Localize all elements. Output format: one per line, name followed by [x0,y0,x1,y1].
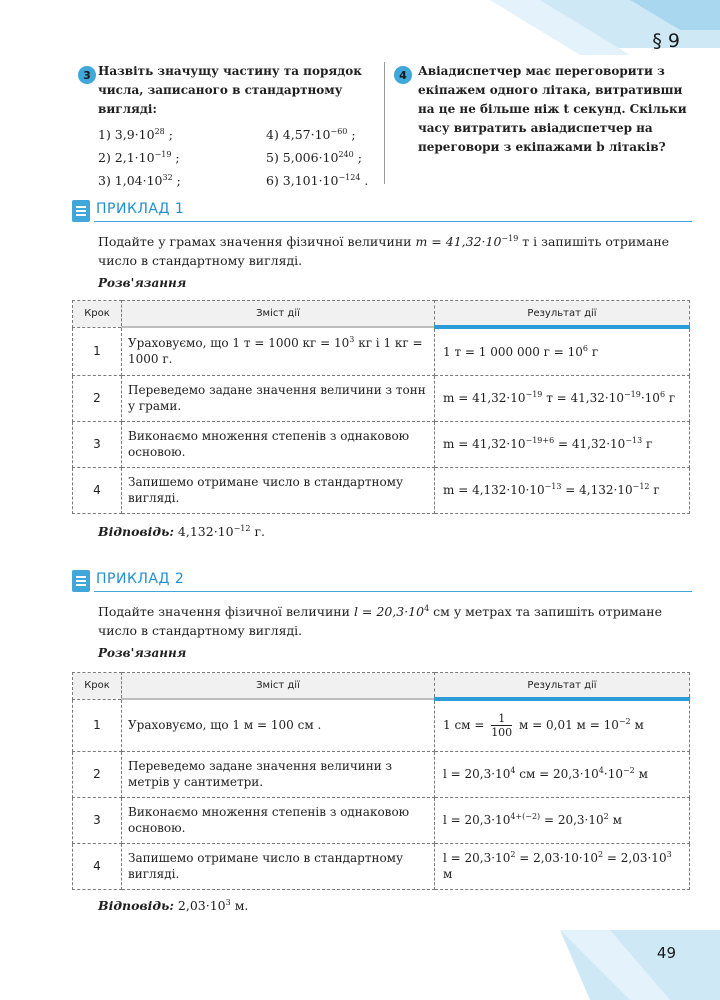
example-1-header [72,200,692,222]
table-row: 4 Запишемо отримане число в стандартному вигляді. $l = 20,3\cdot 10^2 = 2,03\cdot 10\cdot 10^2 = 2,03\cdot 10^3$ м [73,843,690,889]
example-2-title: ПРИКЛАД 2 [96,571,185,587]
exercise-3-text: Назвіть значущу частину та порядок числа, записаного в стандартному вигляді: [98,64,362,116]
example-2-answer: Відповідь: $2,03\cdot 10^3$ м. [98,897,249,913]
table-row: 2 Переведемо задане значення величини з тонн у грами. $m = 41,32\cdot 10^{-19}$ $т = 41,32\cdot 10^{-19}\cdot 10^6$ г [73,375,690,421]
page-number: 49 [656,944,676,962]
option: 5) $5,006\cdot 10^{240}$ ; [266,149,362,165]
example-1-title: ПРИКЛАД 1 [96,201,185,217]
column-header: Зміст дії [122,673,435,700]
column-header: Крок [73,673,122,700]
example-1-task: Подайте у грамах значення фізичної величини $m = 41,32\cdot 10^{-19}$ т і запишіть отримане число в стандартному вигляді. [98,233,670,268]
exercise-4-text: Авіадиспетчер має переговорити з екіпажем одного літака, витративши на це не більше ніж t секунд. Скільки часу витратить авіадиспетчер на переговори з екіпажами b літаків? [418,64,687,154]
example-2-header [72,570,692,592]
example-2-table [72,672,690,890]
example-1-answer: Відповідь: $4,132\cdot 10^{-12}$ г. [98,523,265,539]
example-1-solution-label: Розв'язання [98,276,187,290]
exercise-3-number: 3 [78,66,96,84]
table-row: 2 Переведемо задане значення величини з метрів у сантиметри. $l = 20,3\cdot 10^4$ см = $20,3\cdot 10^4\cdot 10^{-2}$ м [73,751,690,797]
exercise-3-options [98,127,376,188]
column-header: Зміст дії [122,301,435,328]
example-icon [72,200,90,222]
option: 4) $4,57\cdot 10^{-60}$ ; [266,126,356,142]
option: 2) $2,1\cdot 10^{-19}$ ; [98,149,180,165]
option: 3) $1,04\cdot 10^{32}$ ; [98,172,181,188]
example-1-table [72,300,690,514]
option: 6) $3,101\cdot 10^{-124}$ . [266,172,369,188]
section-number: § 9 [652,30,680,52]
table-row: 1 Ураховуємо, що 1 м = 100 см . 1 см = $\frac{1}{100}$ м = 0,01 $м = 10^{-2}$ м [73,699,690,751]
exercise-4-number: 4 [394,66,412,84]
example-2-solution-label: Розв'язання [98,646,187,660]
column-header: Результат дії [435,673,690,700]
example-1-rule [94,221,692,222]
column-divider [384,62,385,184]
table-row: 4 Запишемо отримане число в стандартному вигляді. $m = 4,132\cdot 10\cdot 10^{-13} = 4,132\cdot 10^{-12}$ г [73,467,690,513]
table-row: 3 Виконаємо множення степенів з однаковою основою. $m = 41,32\cdot 10^{-19+6} = 41,32\cdot 10^{-13}$ г [73,421,690,467]
exercise-3 [98,62,376,188]
table-row: 1 Ураховуємо, що 1 т = 1000 кг = $10^3$ кг і 1 кг = 1000 г. 1 т = 1 000 000 $г = 10^6$ г [73,327,690,375]
column-header: Крок [73,301,122,328]
example-2-task: Подайте значення фізичної величини $l = 20,3\cdot 10^4$ см у метрах та запишіть отримане число в стандартному вигляді. [98,603,662,638]
column-header: Результат дії [435,301,690,328]
option: 1) $3,9\cdot 10^{28}$ ; [98,126,173,142]
table-row: 3 Виконаємо множення степенів з однаковою основою. $l = 20,3\cdot 10^{4+(-2)} = 20,3\cdot 10^2$ м [73,797,690,843]
example-icon [72,570,90,592]
corner-ribbon-top [480,0,720,60]
corner-ribbon-bottom [560,930,720,1000]
example-2-rule [94,591,692,592]
